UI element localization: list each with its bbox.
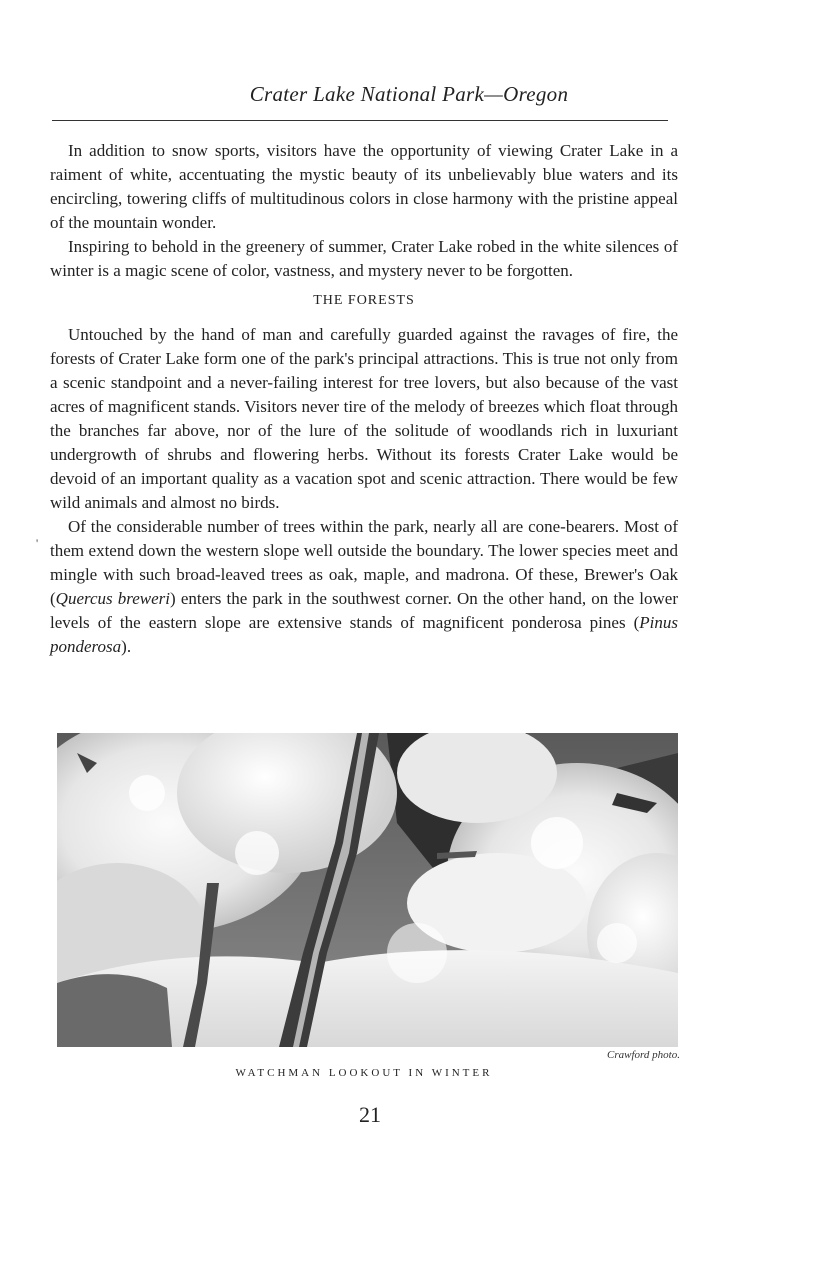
section-heading-forests: THE FORESTS (313, 293, 415, 308)
margin-mark: ' (36, 536, 39, 550)
text-run: ) enters the park in the southwest corner. On the other hand, on the lower levels of the eastern slope are extensive stands of magnificent ponderosa pines ( (50, 589, 678, 632)
scientific-name-oak: Quercus breweri (55, 589, 171, 608)
paragraph-cone-bearers (50, 515, 678, 659)
body-text (50, 139, 678, 659)
text-run: ). (121, 637, 132, 656)
paragraph-winter-scene: Inspiring to behold in the greenery of summer, Crater Lake robed in the white silences of winter is a magic scene of color, vastness, and mystery never to be forgotten. (50, 237, 678, 280)
page-number: 21 (359, 1102, 381, 1127)
running-head: Crater Lake National Park—Oregon (249, 82, 569, 106)
paragraph-forests-intro: Untouched by the hand of man and carefully guarded against the ravages of fire, the forests of Crater Lake form one of the park's principal attractions. This is true not only from a scenic standpoint and a never-failing interest for tree lovers, but also because of the vast acres of magnificent stands. Visitors never tire of the melody of breezes which float through the branches far above, nor of the lure of the solitude of woodlands rich in luxuriant undergrowth of shrubs and flowering herbs. Without its forests Crater Lake would be devoid of an important quality as a vacation spot and scenic attraction. There would be few wild animals and almost no birds. (50, 325, 678, 512)
photo-caption: WATCHMAN LOOKOUT IN WINTER (235, 1067, 493, 1079)
header-rule (52, 120, 668, 121)
winter-photo (57, 733, 678, 1047)
scientific-name-pine: Pinus ponderosa (50, 613, 678, 656)
text-run: Of the considerable number of trees within the park, nearly all are cone-bearers. Most of them extend down the western slope well outside the boundary. The lower species meet and mingle with such broad-leaved trees as oak, maple, and madrona. Of these, Brewer's Oak ( (50, 517, 678, 608)
paragraph-snow-sports: In addition to snow sports, visitors have the opportunity of viewing Crater Lake in a raiment of white, accentuating the mystic beauty of its unbelievably blue waters and its encircling, towering cliffs of multitudinous colors in close harmony with the pristine appeal of the mountain wonder. (50, 141, 678, 232)
snowy-trees-illustration (57, 733, 678, 1047)
photo-credit: Crawford photo. (607, 1049, 680, 1061)
